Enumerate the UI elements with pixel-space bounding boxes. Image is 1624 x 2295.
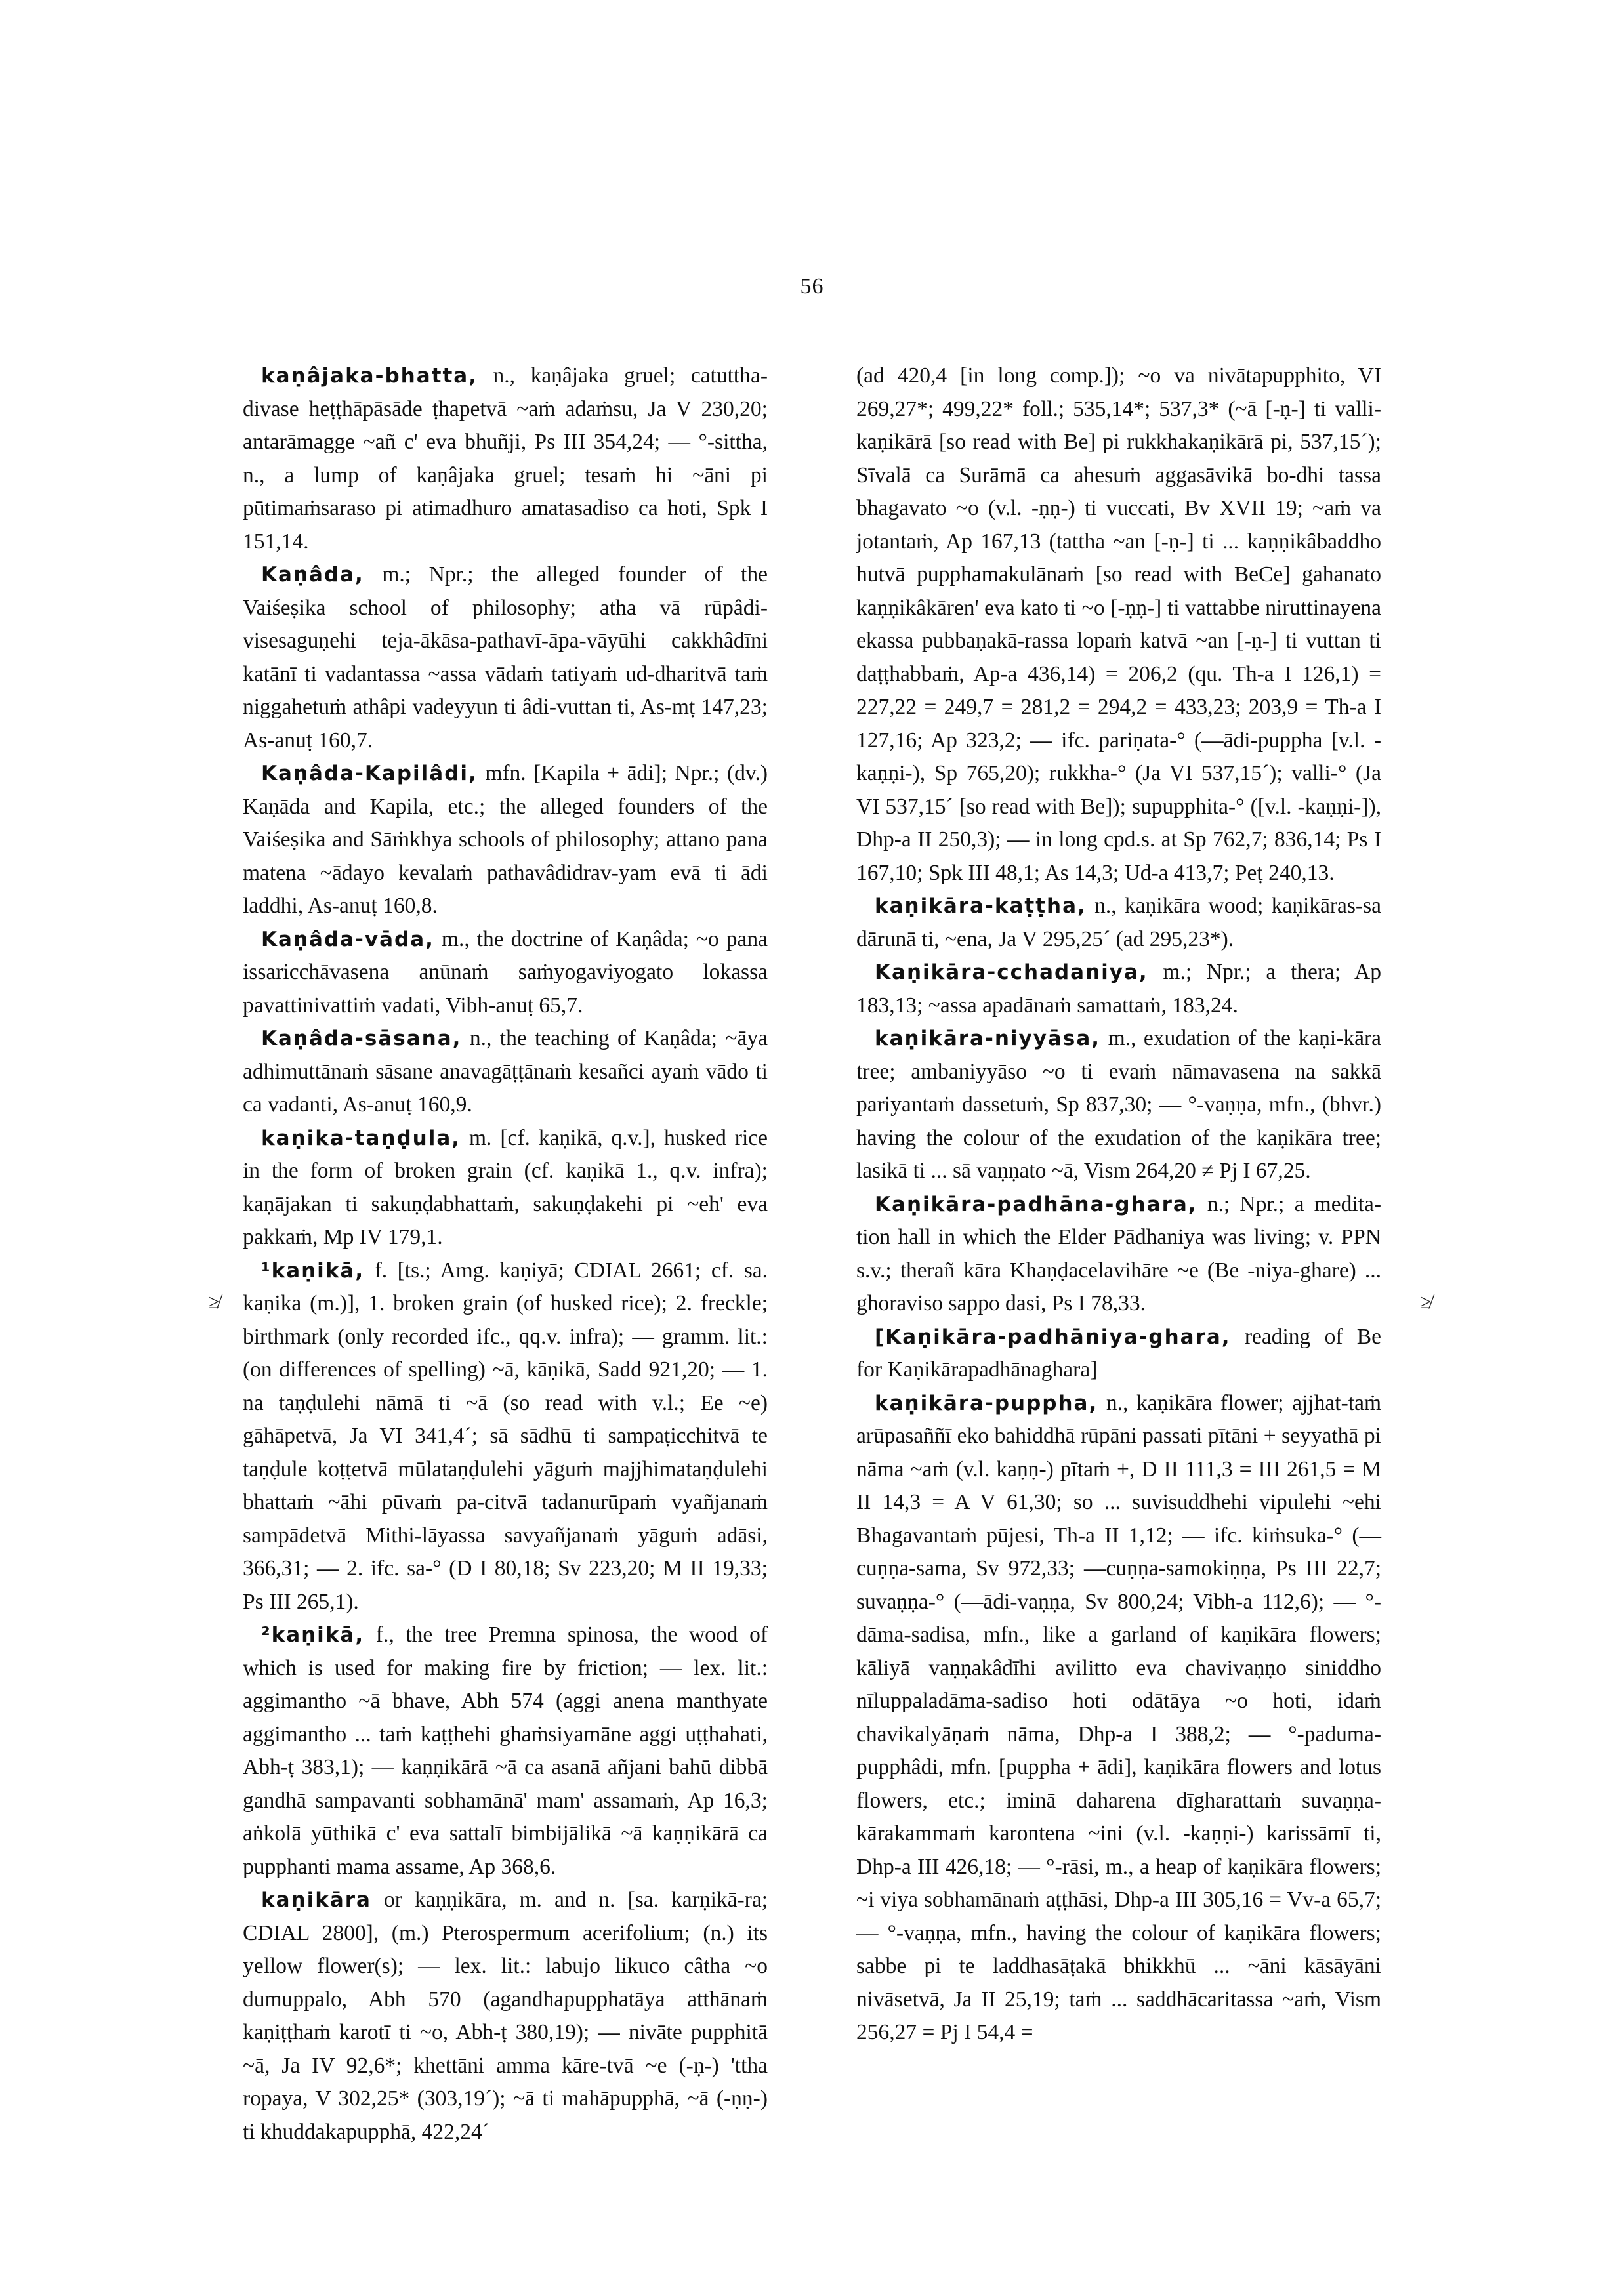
entry-body: m. [cf. kaṇikā, q.v.], husked rice in the form of broken grain (cf. kaṇikā 1., q.v. infra); kaṇājakan ti sakuṇḍabhattaṁ, sakuṇḍakehi pi ~eh' eva pakkaṁ, Mp IV 179,1. bbox=[243, 1125, 768, 1249]
entry-body: m., exudation of the kaṇi-kāra tree; ambaniyyāso ~o ti evaṁ nāmavasena na sakkā pariyantaṁ dassetuṁ, Sp 837,30; — °-vaṇṇa, mfn., (bhvr.) having the colour of the exudation of the kaṇikāra tree; lasikā ti ... sā vaṇṇato ~ā, Vism 264,20 ≠ Pj I 67,25. bbox=[856, 1026, 1381, 1183]
dictionary-entry bbox=[243, 923, 768, 1023]
entry-body: n., the teaching of Kaṇâda; ~āya adhimuttānaṁ sāsane anavagāṭṭānaṁ kesañci ayaṁ vādo ti ca vadanti, As-anuṭ 160,9. bbox=[243, 1026, 768, 1117]
entry-body: n., kaṇikāra flower; ajjhat-taṁ arūpasaññī eko bahiddhā rūpāni passati pītāni + seyyathā pi nāma ~aṁ (v.l. kaṇṇ-) pītaṁ +, D II 111,3 = III 261,5 = M II 14,3 = A V 61,30; so ... suvisuddhehi vipulehi ~ehi Bhagavantaṁ pūjesi, Th-a II 1,12; — ifc. kiṁsuka-° (—cuṇṇa-sama, Sv 972,33; —cuṇṇa-samokiṇṇa, Ps III 22,7; suvaṇṇa-° (—ādi-vaṇṇa, Sv 800,24; Vibh-a 112,6); — °-dāma-sadisa, mfn., like a garland of kaṇikāra flowers; kāliyā vaṇṇakâdīhi avilitto eva chavivaṇṇo siniddho nīluppaladāma-sadiso hoti odātāya ~o hoti, idaṁ chavikalyāṇaṁ nāma, Dhp-a I 388,2; — °-paduma-pupphâdi, mfn. [puppha + ādi], kaṇikāra flowers and lotus flowers, etc.; iminā daharena dīgharattaṁ suvaṇṇa-kārakammaṁ karontena ~ini (v.l. -kaṇṇi-) karissāmī ti, Dhp-a III 426,18; — °-rāsi, m., a heap of kaṇikāra flowers; ~i viya sobhamānaṁ aṭṭhāsi, Dhp-a III 305,16 = Vv-a 65,7; — °-vaṇṇa, mfn., having the colour of kaṇikāra flowers; sabbe pi te laddhasāṭakā bhikkhū ... ~āni kāsāyāni nivāsetvā, Ja II 25,19; taṁ ... saddhācaritassa ~aṁ, Vism 256,27 = Pj I 54,4 = bbox=[856, 1390, 1381, 2044]
dictionary-entry bbox=[856, 360, 1381, 890]
headword: ²kaṇikā, bbox=[261, 1623, 365, 1647]
dictionary-entry bbox=[243, 1619, 768, 1884]
dictionary-entry bbox=[243, 1254, 768, 1619]
dictionary-entry bbox=[856, 890, 1381, 956]
headword: kaṇikāra-kaṭṭha, bbox=[875, 894, 1087, 918]
entry-body: m.; Npr.; the alleged founder of the Vaiśeṣika school of philosophy; atha vā rūpâdi-visesaguṇehi teja-ākāsa-pathavī-āpa-vāyūhi cakkhâdīni katānī ti vadantassa ~assa vādaṁ tatiyaṁ ud-dharitvā taṁ niggahetuṁ athâpi vadeyyun ti âdi-vuttan ti, As-mṭ 147,23; As-anuṭ 160,7. bbox=[243, 562, 768, 753]
entry-body: m., the doctrine of Kaṇâda; ~o pana issaricchāvasena anūnaṁ saṁyogaviyogato lokassa pavattinivattiṁ vadati, Vibh-anuṭ 65,7. bbox=[243, 926, 768, 1018]
entry-body: or kaṇṇikāra, m. and n. [sa. karṇikā-ra; CDIAL 2800], (m.) Pterospermum acerifolium; (n.) its yellow flower(s); — lex. lit.: labujo likuco câtha ~o dumuppalo, Abh 570 (agandhapupphatāya atthānaṁ kaṇiṭṭhaṁ karotī ti ~o, Abh-ṭ 380,19); — nivāte pupphitā ~ā, Ja IV 92,6*; khettāni amma kāre-tvā ~e (-ṇ-) 'ttha ropaya, V 302,25* (303,19´); ~ā ti mahāpupphā, ~ā (-ṇṇ-) ti khuddakapupphā, 422,24´ bbox=[243, 1888, 768, 2144]
headword: kaṇikāra bbox=[261, 1888, 371, 1912]
dictionary-entry bbox=[243, 360, 768, 558]
headword: Kaṇikāra-cchadaniya, bbox=[875, 961, 1148, 984]
dictionary-entry bbox=[243, 757, 768, 923]
headword: ¹kaṇikā, bbox=[261, 1258, 365, 1283]
dictionary-entry bbox=[243, 1884, 768, 2149]
margin-mark-left: ≱ bbox=[209, 1291, 220, 1313]
page-number: 56 bbox=[800, 274, 824, 299]
dictionary-entry bbox=[243, 558, 768, 757]
headword: Kaṇâda-sāsana, bbox=[261, 1027, 462, 1050]
entry-body: f., the tree Premna spinosa, the wood of which is used for making fire by friction; — lex. lit.: aggimantho ~ā bhave, Abh 574 (aggi anena manthyate aggimantho ... taṁ kaṭṭhehi ghaṁsiyamāne aggi uṭṭhahati, Abh-ṭ 383,1); — kaṇṇikārā ~ā ca asanā añjani bahū dibbā gandhā sampavanti sobhamānā' mam' assamaṁ, Ap 16,3; aṅkolā yūthikā c' eva sattalī bimbijālikā ~ā kaṇṇikārā ca pupphanti mama assame, Ap 368,6. bbox=[243, 1623, 768, 1879]
dictionary-entry bbox=[856, 1321, 1381, 1387]
dictionary-entry bbox=[243, 1122, 768, 1254]
headword: kaṇikāra-niyyāsa, bbox=[875, 1027, 1101, 1050]
dictionary-entry bbox=[856, 1188, 1381, 1321]
right-column bbox=[856, 360, 1381, 2050]
headword: Kaṇâda-vāda, bbox=[261, 927, 434, 951]
headword: kaṇâjaka-bhatta, bbox=[261, 364, 478, 388]
headword: [Kaṇikāra-padhāniya-ghara, bbox=[875, 1325, 1231, 1349]
headword: kaṇika-taṇḍula, bbox=[261, 1126, 461, 1150]
headword: Kaṇikāra-padhāna-ghara, bbox=[875, 1192, 1197, 1216]
entry-body: n.; Npr.; a medita-tion hall in which the Elder Pādhaniya was living; v. PPN s.v.; therañ kāra Khaṇḍacelavihāre ~e (Be -niya-ghare) ... ghoraviso sappo dasi, Ps I 78,33. bbox=[856, 1191, 1381, 1315]
dictionary-entry bbox=[856, 1022, 1381, 1188]
entry-body: m.; Npr.; a thera; Ap 183,13; ~assa apadānaṁ samattaṁ, 183,24. bbox=[856, 960, 1381, 1018]
headword: kaṇikāra-puppha, bbox=[875, 1391, 1098, 1415]
margin-mark-right: ≱ bbox=[1421, 1291, 1432, 1313]
headword: Kaṇâda-Kapilâdi, bbox=[261, 762, 478, 785]
entry-body: (ad 420,4 [in long comp.]); ~o va nivātapupphito, VI 269,27*; 499,22* foll.; 535,14*; 537,3* (~ā [-ṇ-] ti valli-kaṇikārā [so read with Be] pi rukkhakaṇikārā pi, 537,15´); Sīvalā ca Surāmā ca ahesuṁ aggasāvikā bo-dhi tassa bhagavato ~o (v.l. -ṇṇ-) ti vuccati, Bv XVII 19; ~aṁ va jotantaṁ, Ap 167,13 (tattha ~an [-ṇ-] ti ... kaṇṇikâbaddho hutvā pupphamakulānaṁ [so read with BeCe] gahanato kaṇṇikâkāren' eva kato ti ~o [-ṇṇ-] ti vattabbe niruttinayena ekassa pubbaṇakā-rassa lopaṁ katvā ~an [-ṇ-] ti vuttan ti daṭṭhabbaṁ, Ap-a 436,14) = 206,2 (qu. Th-a I 126,1) = 227,22 = 249,7 = 281,2 = 294,2 = 433,23; 203,9 = Th-a I 127,16; Ap 323,2; — ifc. pariṇata-° (—ādi-puppha [v.l. -kaṇṇi-), Sp 765,20); rukkha-° (Ja VI 537,15´); valli-° (Ja VI 537,15´ [so read with Be]); supupphita-° ([v.l. -kaṇṇi-]), Dhp-a II 250,3); — in long cpd.s. at Sp 762,7; 836,14; Ps I 167,10; Spk III 48,1; As 14,3; Ud-a 413,7; Peṭ 240,13. bbox=[856, 363, 1381, 885]
entry-body: n., kaṇikāra wood; kaṇikāras-sa dārunā ti, ~ena, Ja V 295,25´ (ad 295,23*). bbox=[856, 894, 1381, 951]
dictionary-entry bbox=[243, 1022, 768, 1122]
dictionary-entry bbox=[856, 956, 1381, 1022]
left-column bbox=[243, 360, 768, 2149]
headword: Kaṇâda, bbox=[261, 563, 364, 587]
entry-body: mfn. [Kapila + ādi]; Npr.; (dv.) Kaṇāda and Kapila, etc.; the alleged founders of the Vaiśeṣika and Sāṁkhya schools of philosophy; attano pana matena ~ādayo kevalaṁ pathavâdidrav-yam evā ti ādi laddhi, As-anuṭ 160,8. bbox=[243, 761, 768, 918]
entry-body: n., kaṇâjaka gruel; catuttha-divase heṭṭhāpāsāde ṭhapetvā ~aṁ adaṁsu, Ja V 230,20; antarāmagge ~añ c' eva bhuñji, Ps III 354,24; — °-sittha, n., a lump of kaṇâjaka gruel; tesaṁ hi ~āni pi pūtimaṁsaraso pi atimadhuro amatasadiso ca hoti, Spk I 151,14. bbox=[243, 363, 768, 554]
entry-body: reading of Be for Kaṇikārapadhānaghara] bbox=[856, 1324, 1381, 1382]
entry-body: f. [ts.; Amg. kaṇiyā; CDIAL 2661; cf. sa. kaṇika (m.)], 1. broken grain (of husked rice); 2. freckle; birthmark (only recorded ifc., qq.v. infra); — gramm. lit.: (on differences of spelling) ~ā, kāṇikā, Sadd 921,20; — 1. na taṇḍulehi nāmā ti ~ā (so read with v.l.; Ee ~e) gāhāpetvā, Ja VI 341,4´; sā sādhū ti sampaṭicchitvā te taṇḍule koṭṭetvā mūlataṇḍulehi yāguṁ majjhimataṇḍulehi bhattaṁ ~āhi pūvaṁ pa-citvā tadanurūpaṁ vyañjanaṁ sampādetvā Mithi-lāyassa savyañjanaṁ yāguṁ adāsi, 366,31; — 2. ifc. sa-° (D I 80,18; Sv 223,20; M II 19,33; Ps III 265,1). bbox=[243, 1258, 768, 1614]
dictionary-entry bbox=[856, 1387, 1381, 2050]
